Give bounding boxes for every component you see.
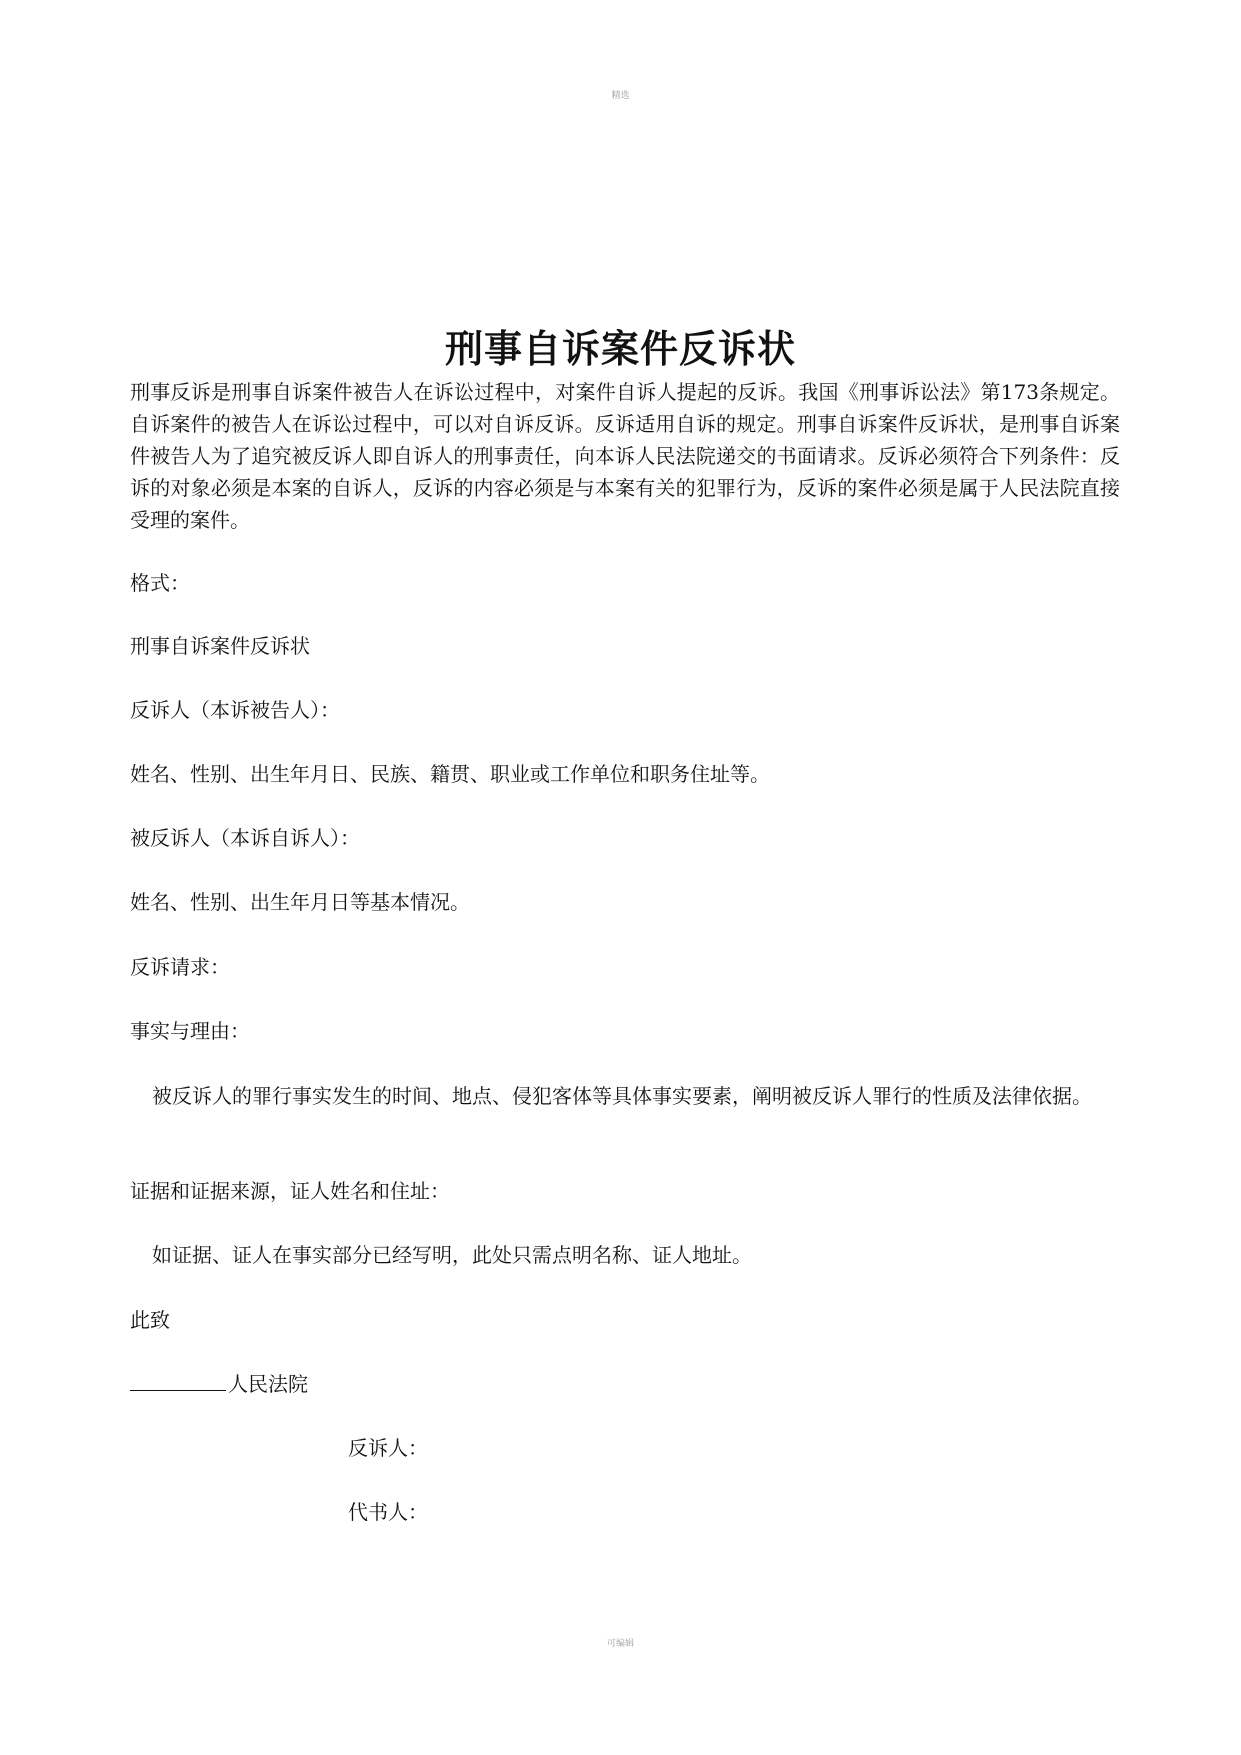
counter-plaintiff-info: 姓名、性别、出生年月日、民族、籍贯、职业或工作单位和职务住址等。 bbox=[130, 762, 770, 786]
claims-label: 反诉请求： bbox=[130, 955, 230, 979]
footer-watermark: 可编辑 bbox=[606, 1639, 634, 1649]
form-title: 刑事自诉案件反诉状 bbox=[130, 634, 310, 658]
signature-scribe: 代书人： bbox=[348, 1500, 428, 1524]
signature-counter-plaintiff: 反诉人： bbox=[348, 1436, 428, 1460]
intro-text: 刑事反诉是刑事自诉案件被告人在诉讼过程中，对案件自诉人提起的反诉。我国《刑事诉讼法》第173条规定。自诉案件的被告人在诉讼过程中，可以对自诉反诉。反诉适用自诉的规定。刑事自诉案件反诉状，是刑事自诉案件被告人为了追究被反诉人即自诉人的刑事责任，向本诉人民法院递交的书面请求。反诉必须符合下列条件：反诉的对象必须是本案的自诉人，反诉的内容必须是与本案有关的犯罪行为，反诉的案件必须是属于人民法院直接受理的案件。 bbox=[130, 380, 1120, 532]
counter-plaintiff-label: 反诉人（本诉被告人）： bbox=[130, 698, 340, 722]
counter-defendant-info: 姓名、性别、出生年月日等基本情况。 bbox=[130, 890, 470, 914]
evidence-body: 如证据、证人在事实部分已经写明，此处只需点明名称、证人地址。 bbox=[152, 1243, 752, 1267]
document-title: 刑事自诉案件反诉状 bbox=[444, 327, 796, 371]
salutation: 此致 bbox=[130, 1308, 170, 1332]
intro-paragraph bbox=[130, 376, 1120, 536]
counter-defendant-label: 被反诉人（本诉自诉人）： bbox=[130, 826, 360, 850]
court-line bbox=[130, 1369, 308, 1399]
facts-body: 被反诉人的罪行事实发生的时间、地点、侵犯客体等具体事实要素，阐明被反诉人罪行的性质及法律依据。 bbox=[152, 1084, 1092, 1108]
header-watermark: 精选 bbox=[611, 91, 630, 101]
facts-label: 事实与理由： bbox=[130, 1019, 250, 1043]
evidence-label: 证据和证据来源，证人姓名和住址： bbox=[130, 1179, 450, 1203]
court-name-blank[interactable] bbox=[130, 1370, 226, 1391]
format-label: 格式： bbox=[130, 571, 190, 595]
court-suffix: 人民法院 bbox=[228, 1372, 308, 1396]
